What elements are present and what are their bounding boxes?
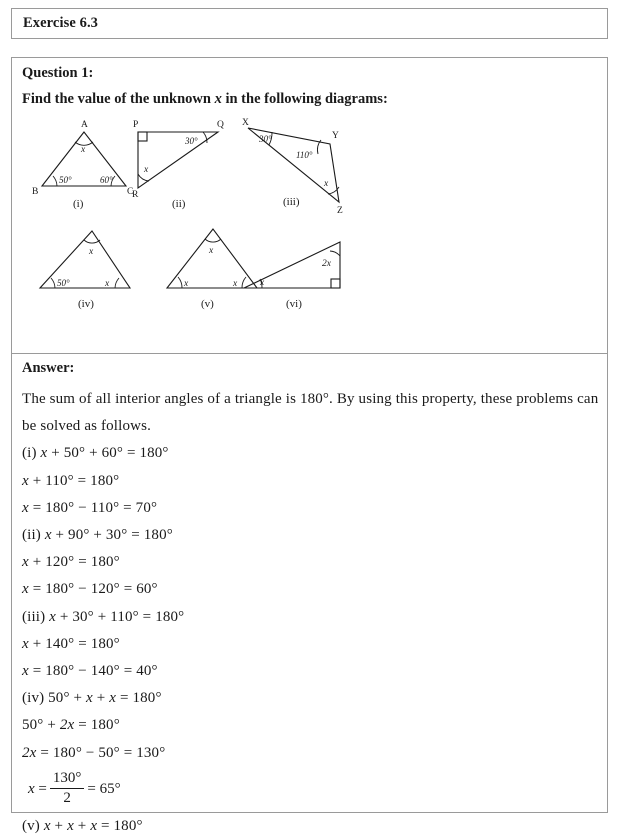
diagram-i-vertex-c: C <box>127 187 134 197</box>
diagram-vi-angle-x: x <box>260 278 265 288</box>
diagram-iv-angle-apex: x <box>89 247 94 257</box>
diagram-i-angle-b: 50° <box>59 175 72 185</box>
question-prompt-after: in the following diagrams: <box>221 91 388 107</box>
answer-line-6: x = 180° − 120° = 60° <box>22 581 158 598</box>
diagram-iv-angle-right: x <box>105 279 110 289</box>
diagram-i-vertex-a: A <box>81 120 88 130</box>
answer-line-1: (i) x + 50° + 60° = 180° <box>22 445 169 462</box>
answer-last-line: (v) x + x + x = 180° <box>22 817 143 834</box>
answer-line-12: 2x = 180° − 50° = 130° <box>22 744 166 761</box>
answer-line-10: (iv) 50° + x + x = 180° <box>22 690 162 707</box>
diagram-vi-angle-2x: 2x <box>322 259 331 269</box>
diagram-iv-angle-left: 50° <box>57 278 70 288</box>
diagram-iii-angle-y: 110° <box>296 150 313 160</box>
answer-line-8: x + 140° = 180° <box>22 635 120 652</box>
diagram-ii-vertex-r: R <box>132 190 139 200</box>
diagram-i <box>26 114 139 210</box>
question-prompt <box>22 91 388 108</box>
content-box <box>11 57 608 834</box>
diagram-v-angle-right: x <box>233 279 238 289</box>
diagram-v-angle-left: x <box>184 279 189 289</box>
question-label: Question 1: <box>22 65 94 81</box>
diagram-iii-caption: (iii) <box>283 196 300 208</box>
diagram-iii <box>238 114 358 218</box>
answer-line-2: x + 110° = 180° <box>22 472 120 489</box>
answer-line-11: 50° + 2x = 180° <box>22 717 120 734</box>
diagram-vi <box>236 221 356 311</box>
diagram-iii-angle-x: 30° <box>259 134 272 144</box>
diagram-ii-vertex-p: P <box>133 120 139 130</box>
diagram-ii-angle-x: x <box>144 165 149 175</box>
diagram-v-caption: (v) <box>201 298 214 310</box>
answer-fraction-line <box>22 767 599 813</box>
fraction-numerator: 130° <box>50 770 85 789</box>
diagram-ii <box>125 114 235 210</box>
answer-line-7: (iii) x + 30° + 110° = 180° <box>22 608 185 625</box>
question-prompt-variable: x <box>214 91 222 107</box>
diagram-iii-vertex-x: X <box>242 118 249 128</box>
answer-line-4: (ii) x + 90° + 30° = 180° <box>22 527 173 544</box>
diagram-iii-angle-z: x <box>324 179 329 189</box>
exercise-title: Exercise 6.3 <box>23 15 99 31</box>
fraction-rhs: = 65° <box>87 781 121 798</box>
fraction <box>50 770 85 807</box>
diagram-i-vertex-b: B <box>32 187 39 197</box>
fraction-denominator: 2 <box>63 790 71 807</box>
diagram-iii-vertex-y: Y <box>332 131 339 141</box>
answer-line-3: x = 180° − 110° = 70° <box>22 499 158 516</box>
diagram-i-angle-c: 60° <box>100 175 113 185</box>
answer-label: Answer: <box>22 360 75 376</box>
diagram-ii-angle-q: 30° <box>185 136 198 146</box>
answer-line-5: x + 120° = 180° <box>22 554 120 571</box>
diagram-iv <box>26 221 146 311</box>
diagram-iii-vertex-z: Z <box>337 206 343 216</box>
diagram-ii-caption: (ii) <box>172 198 186 210</box>
fraction-lhs: x = <box>28 781 47 798</box>
diagram-ii-vertex-q: Q <box>217 120 224 130</box>
diagram-iv-caption: (iv) <box>78 298 94 310</box>
diagram-i-caption: (i) <box>73 198 84 210</box>
answer-line-9: x = 180° − 140° = 40° <box>22 663 158 680</box>
diagram-v-angle-apex: x <box>209 246 214 256</box>
answer-body <box>22 386 599 840</box>
diagram-i-angle-x: x <box>81 145 86 155</box>
answer-section <box>12 353 607 834</box>
question-section <box>12 58 607 353</box>
answer-intro: The sum of all interior angles of a triangle is 180°. By using this property, these problems can be solved as follows. <box>22 391 599 435</box>
question-prompt-before: Find the value of the unknown <box>22 91 215 107</box>
exercise-header-box <box>11 8 608 39</box>
diagram-vi-caption: (vi) <box>286 298 302 310</box>
diagram-grid <box>12 114 607 349</box>
